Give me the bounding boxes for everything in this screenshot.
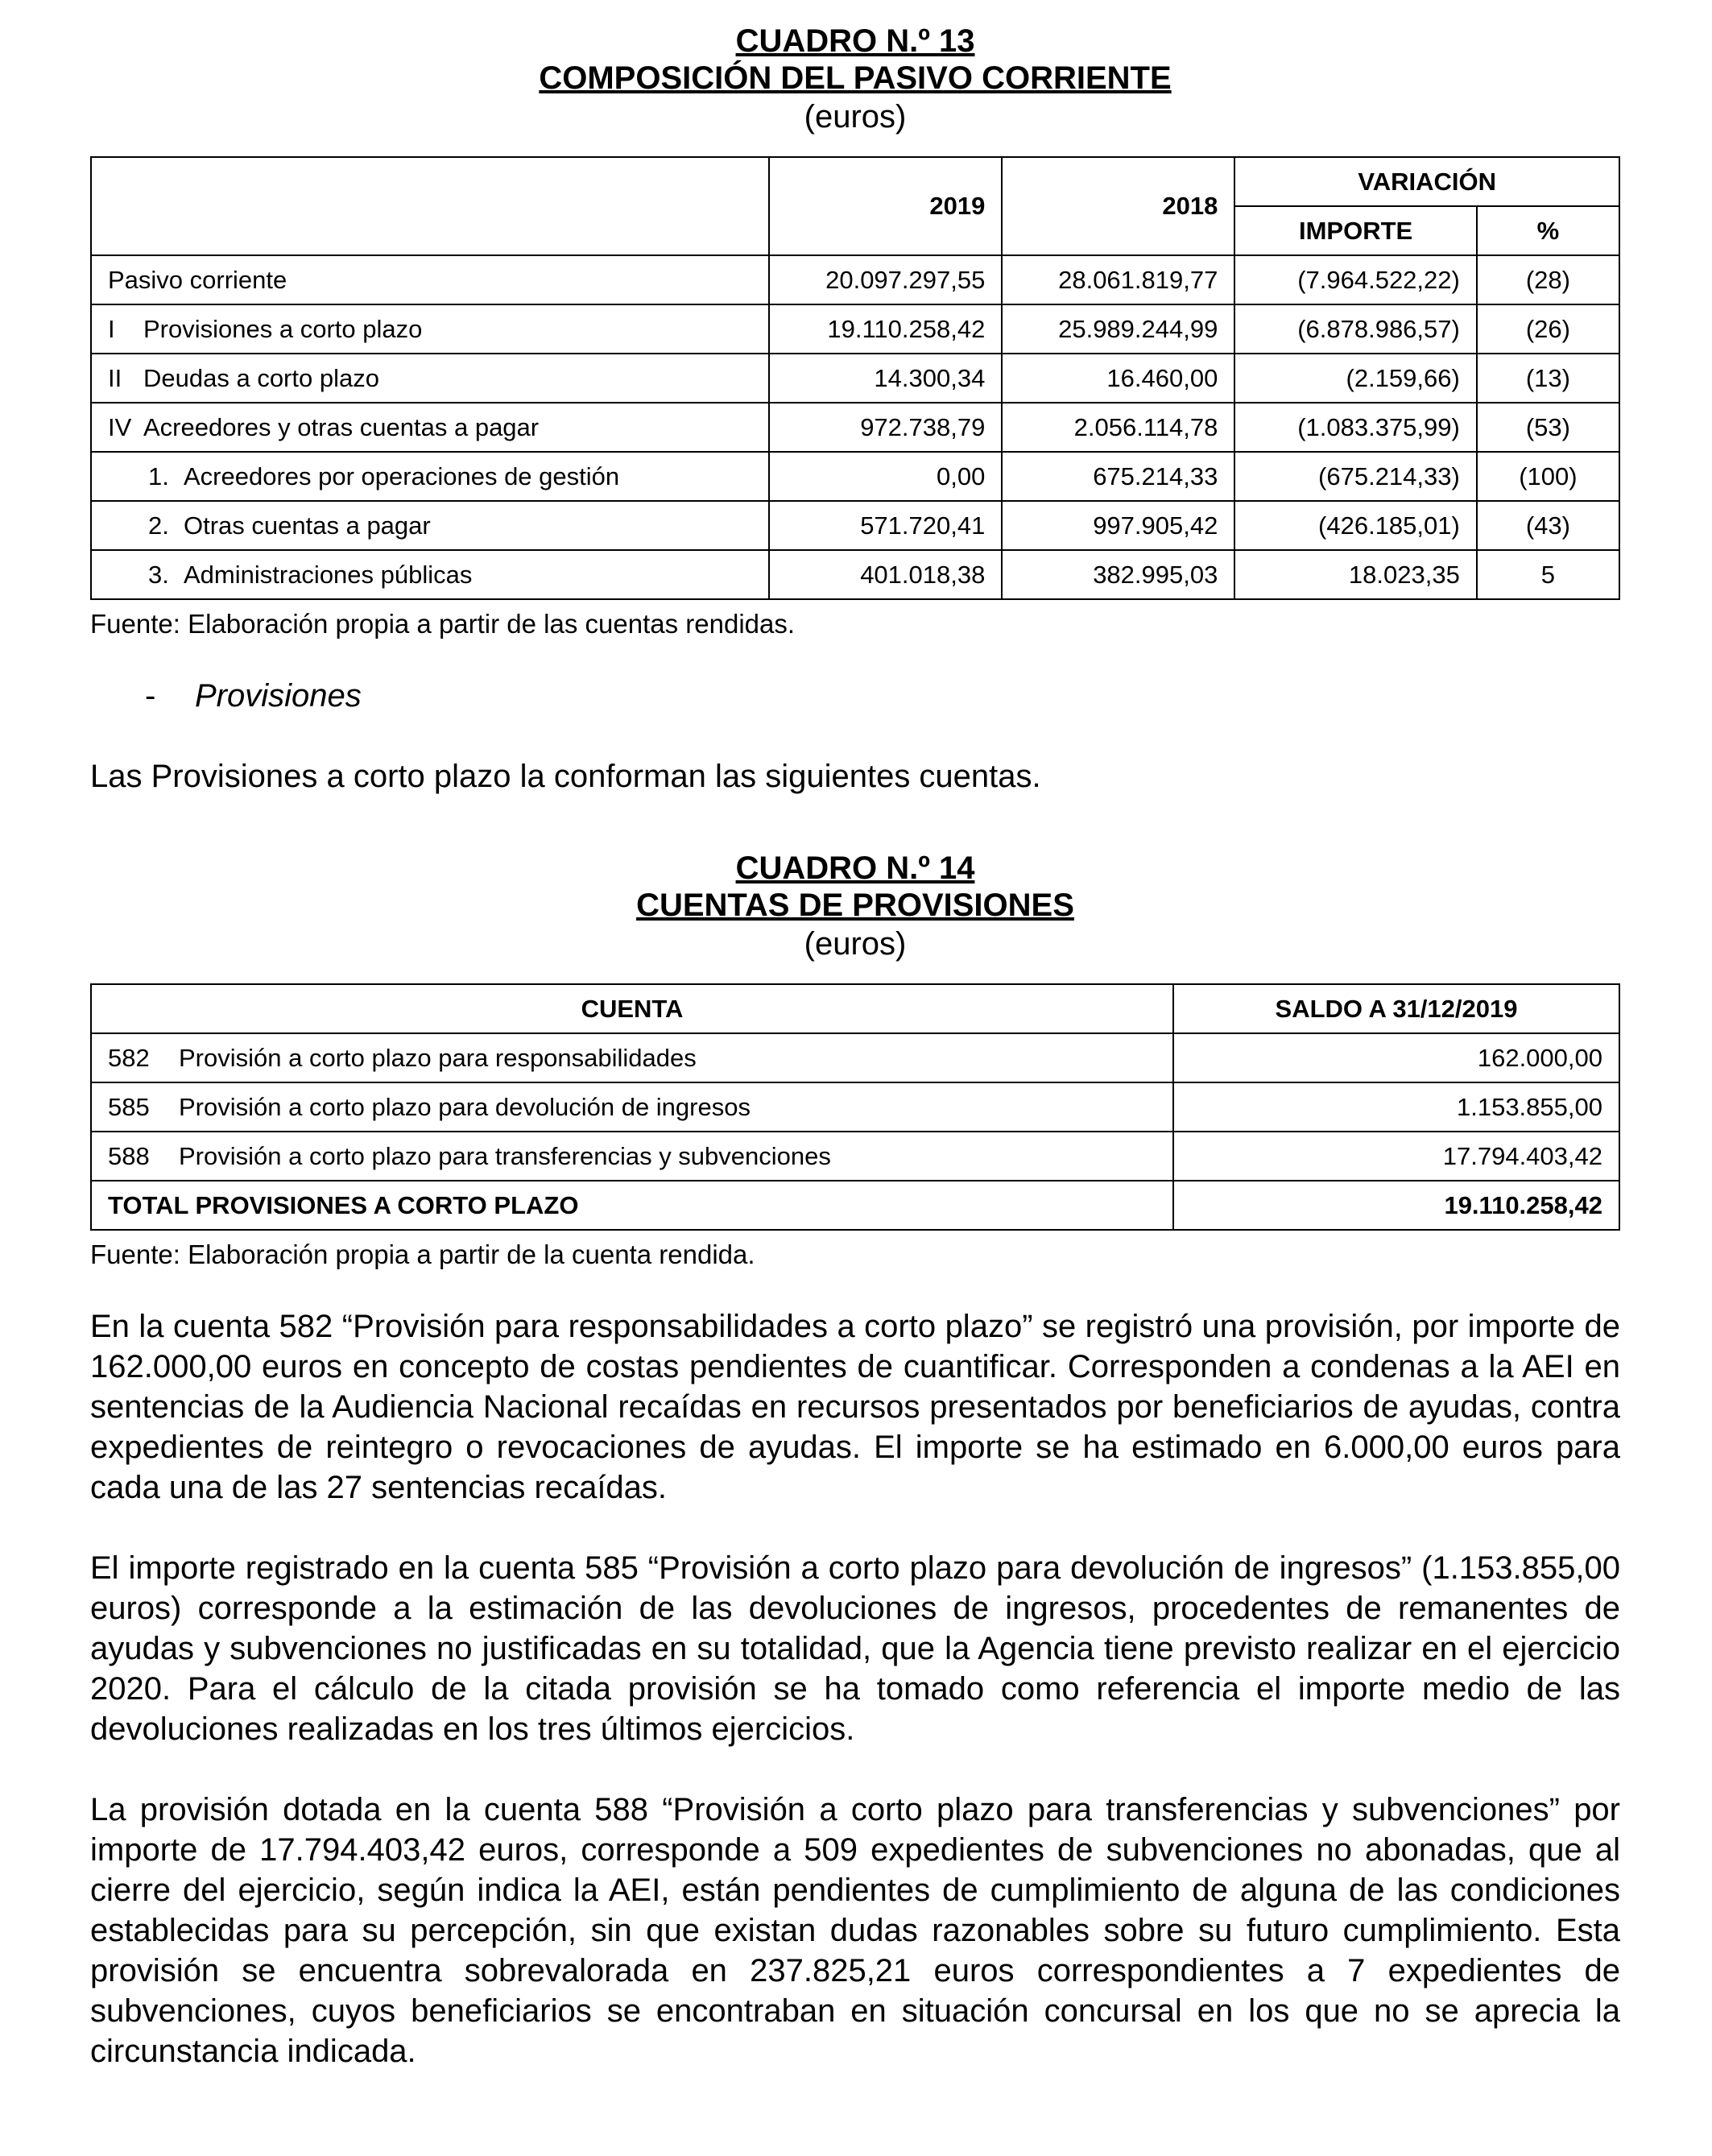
table-row — [91, 1033, 1619, 1082]
provisiones-table — [90, 983, 1620, 1231]
value-pct: (53) — [1477, 403, 1619, 452]
cuadro-13-title: CUADRO N.º 13 — [735, 23, 975, 59]
table-row — [91, 501, 1619, 550]
value-pct: (13) — [1477, 354, 1619, 403]
account-code: 588 — [108, 1141, 150, 1170]
value-2019: 972.738,79 — [769, 403, 1002, 452]
header-saldo: SALDO A 31/12/2019 — [1173, 984, 1619, 1033]
header-importe: IMPORTE — [1234, 206, 1477, 255]
value-2018: 2.056.114,78 — [1002, 403, 1234, 452]
account-label: Provisión a corto plazo para responsabilidades — [179, 1043, 697, 1072]
account-saldo: 162.000,00 — [1173, 1033, 1619, 1082]
table-header-row — [91, 157, 1619, 206]
value-pct: (26) — [1477, 304, 1619, 354]
row-label-text: Provisiones a corto plazo — [143, 314, 423, 343]
header-2018: 2018 — [1002, 157, 1234, 255]
value-2018: 28.061.819,77 — [1002, 255, 1234, 304]
document-page — [90, 23, 1620, 2071]
header-pct: % — [1477, 206, 1619, 255]
row-number: 3. — [148, 560, 169, 589]
value-importe: (6.878.986,57) — [1234, 304, 1477, 354]
value-importe: (2.159,66) — [1234, 354, 1477, 403]
cuadro-14-source: Fuente: Elaboración propia a partir de la cuenta rendida. — [90, 1239, 755, 1269]
cuadro-14-title-block — [90, 850, 1620, 964]
table-row — [91, 1082, 1619, 1132]
account-saldo: 17.794.403,42 — [1173, 1132, 1619, 1181]
row-number: IV — [108, 412, 132, 441]
row-label-text: Administraciones públicas — [184, 560, 473, 589]
row-label — [91, 255, 769, 304]
cuadro-13-subtitle: COMPOSICIÓN DEL PASIVO CORRIENTE — [539, 60, 1172, 96]
table-row — [91, 1132, 1619, 1181]
table-row — [91, 255, 1619, 304]
value-importe: (1.083.375,99) — [1234, 403, 1477, 452]
row-label — [91, 403, 769, 452]
header-empty-cell — [91, 157, 769, 255]
value-2019: 19.110.258,42 — [769, 304, 1002, 354]
value-importe: 18.023,35 — [1234, 550, 1477, 599]
cuadro-13-title-block — [90, 23, 1620, 137]
value-2019: 20.097.297,55 — [769, 255, 1002, 304]
total-label: TOTAL PROVISIONES A CORTO PLAZO — [91, 1181, 1173, 1230]
row-number: I — [108, 314, 115, 343]
row-label — [91, 304, 769, 354]
value-pct: (43) — [1477, 501, 1619, 550]
cuadro-14-subtitle: CUENTAS DE PROVISIONES — [636, 888, 1074, 923]
table-row — [91, 354, 1619, 403]
paragraph-588: La provisión dotada en la cuenta 588 “Provisión a corto plazo para transferencias y subvenciones” por importe de 17.794.403,42 euros, corresponde a 509 expedientes de subvenciones no abonadas, que al cierre del ejercicio, según indica la AEI, están pendientes de cumplimiento de alguna de las condiciones establecidas para su percepción, sin que existan dudas razonables sobre su futuro cumplimiento. Esta provisión se encuentra sobrevalorada en 237.825,21 euros correspondientes a 7 expedientes de subvenciones, cuyos beneficiarios se encontraban en situación concursal en los que no se aprecia la circunstancia indicada. — [90, 1792, 1620, 2069]
table-row — [91, 403, 1619, 452]
table-row — [91, 550, 1619, 599]
value-importe: (675.214,33) — [1234, 452, 1477, 501]
value-2019: 571.720,41 — [769, 501, 1002, 550]
header-2019: 2019 — [769, 157, 1002, 255]
value-pct: 5 — [1477, 550, 1619, 599]
header-cuenta: CUENTA — [91, 984, 1173, 1033]
value-2018: 25.989.244,99 — [1002, 304, 1234, 354]
row-label — [91, 550, 769, 599]
value-pct: (28) — [1477, 255, 1619, 304]
account-code: 582 — [108, 1043, 150, 1072]
value-2018: 382.995,03 — [1002, 550, 1234, 599]
bullet-label: Provisiones — [195, 678, 362, 714]
value-importe: (426.185,01) — [1234, 501, 1477, 550]
value-2018: 997.905,42 — [1002, 501, 1234, 550]
row-label-text: Acreedores y otras cuentas a pagar — [143, 412, 540, 441]
row-label-text: Deudas a corto plazo — [143, 363, 379, 392]
bullet-dash: - — [145, 678, 156, 714]
paragraph-585: El importe registrado en la cuenta 585 “Provisión a corto plazo para devolución de ingresos” (1.153.855,00 euros) corresponde a la estimación de las devoluciones de ingresos, procedentes de remanentes de ayudas y subvenciones no justificadas en su totalidad, que la Agencia tiene previsto realizar en el ejercicio 2020. Para el cálculo de la citada provisión se ha tomado como referencia el importe medio de las devoluciones realizadas en los tres últimos ejercicios. — [90, 1550, 1620, 1747]
value-2018: 16.460,00 — [1002, 354, 1234, 403]
value-2019: 0,00 — [769, 452, 1002, 501]
row-label-text: Pasivo corriente — [108, 265, 287, 294]
account-cell — [91, 1082, 1173, 1132]
account-label: Provisión a corto plazo para devolución de ingresos — [179, 1092, 751, 1121]
value-pct: (100) — [1477, 452, 1619, 501]
row-number: 1. — [148, 461, 169, 490]
header-variacion: VARIACIÓN — [1234, 157, 1619, 206]
intro-paragraph: Las Provisiones a corto plazo la conforman las siguientes cuentas. — [90, 759, 1041, 794]
table-header-row — [91, 984, 1619, 1033]
row-number: 2. — [148, 511, 169, 540]
cuadro-14-title: CUADRO N.º 14 — [735, 850, 975, 886]
row-label-text: Otras cuentas a pagar — [184, 511, 431, 540]
value-2019: 14.300,34 — [769, 354, 1002, 403]
provisiones-bullet — [90, 676, 1620, 716]
row-label-text: Acreedores por operaciones de gestión — [184, 461, 620, 490]
account-cell — [91, 1033, 1173, 1082]
account-code: 585 — [108, 1092, 150, 1121]
pasivo-corriente-table — [90, 156, 1620, 600]
table-row — [91, 452, 1619, 501]
account-cell — [91, 1132, 1173, 1181]
value-2018: 675.214,33 — [1002, 452, 1234, 501]
account-label: Provisión a corto plazo para transferencias y subvenciones — [179, 1141, 831, 1170]
table-row — [91, 304, 1619, 354]
cuadro-14-units: (euros) — [804, 926, 907, 962]
paragraph-582: En la cuenta 582 “Provisión para responsabilidades a corto plazo” se registró una provisión, por importe de 162.000,00 euros en concepto de costas pendientes de cuantificar. Corresponden a condenas a la AEI en sentencias de la Audiencia Nacional recaídas en recursos presentados por beneficiarios de ayudas, contra expedientes de reintegro o revocaciones de ayudas. El importe se ha estimado en 6.000,00 euros para cada una de las 27 sentencias recaídas. — [90, 1309, 1620, 1505]
cuadro-13-units: (euros) — [804, 99, 907, 134]
row-label — [91, 452, 769, 501]
row-number: II — [108, 363, 122, 392]
total-row — [91, 1181, 1619, 1230]
value-2019: 401.018,38 — [769, 550, 1002, 599]
row-label — [91, 354, 769, 403]
account-saldo: 1.153.855,00 — [1173, 1082, 1619, 1132]
row-label — [91, 501, 769, 550]
cuadro-13-source: Fuente: Elaboración propia a partir de las cuentas rendidas. — [90, 609, 796, 639]
value-importe: (7.964.522,22) — [1234, 255, 1477, 304]
total-saldo: 19.110.258,42 — [1173, 1181, 1619, 1230]
